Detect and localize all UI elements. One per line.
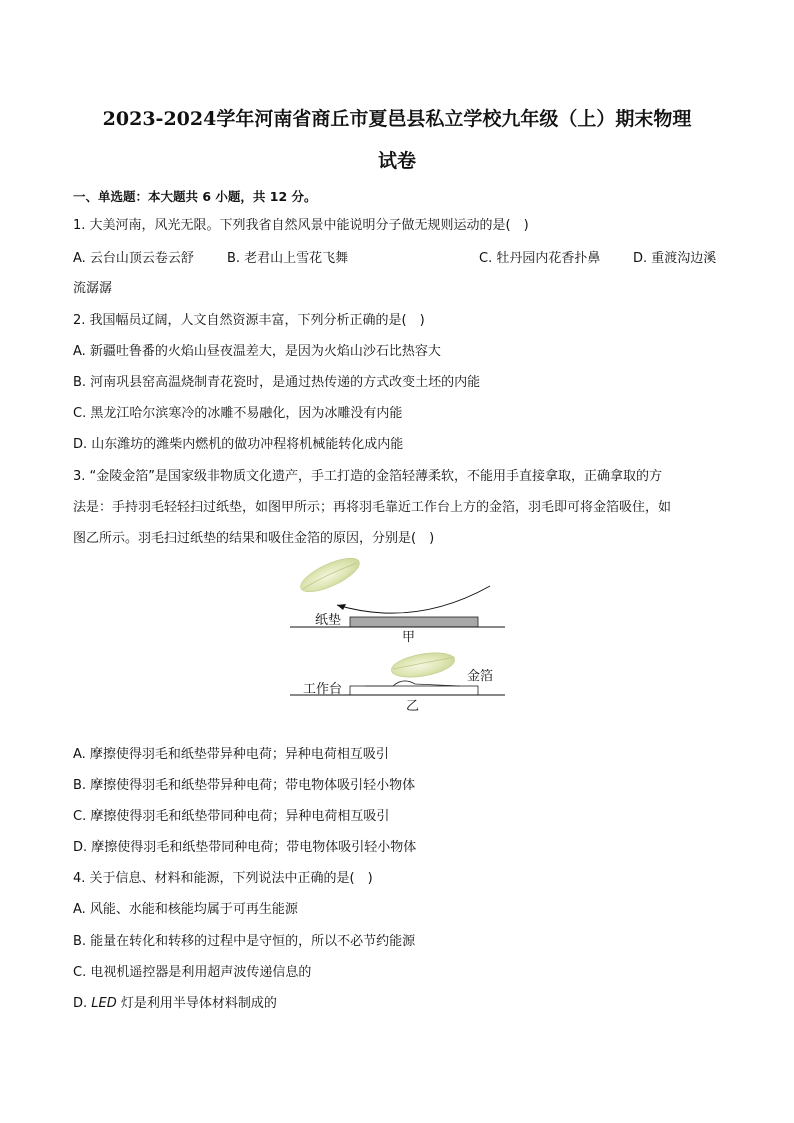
- option-d-suffix: 灯是利用半导体材料制成的: [116, 996, 277, 1011]
- question-1-option-a: A. 云台山顶云卷云舒: [73, 251, 194, 266]
- work-table: [350, 686, 478, 695]
- exam-title-line-2: 试卷: [377, 150, 416, 172]
- question-1-stem: 1. 大美河南，风光无限。下列我省自然风景中能说明分子做无规则运动的是( ): [73, 218, 529, 233]
- question-4-stem: 4. 关于信息、材料和能源，下列说法中正确的是( ): [73, 871, 373, 886]
- label-paper-pad: 纸垫: [315, 613, 342, 628]
- feather-icon: [296, 553, 363, 598]
- sweep-arc: [337, 586, 490, 613]
- question-1-option-d: D. 重渡沟边溪: [633, 251, 717, 266]
- question-4-option-b: B. 能量在转化和转移的过程中是守恒的，所以不必节约能源: [73, 934, 416, 949]
- question-3-stem-line-1: 3. “金陵金箔”是国家级非物质文化遗产，手工打造的金箔轻薄柔软，不能用手直接拿取，正确拿取的方: [73, 469, 663, 484]
- paper-pad: [350, 617, 478, 627]
- option-d-prefix: D.: [73, 996, 92, 1011]
- question-2-stem: 2. 我国幅员辽阔，人文自然资源丰富，下列分析正确的是( ): [73, 313, 425, 328]
- question-2-option-c: C. 黑龙江哈尔滨寒冷的冰雕不易融化，因为冰雕没有内能: [73, 406, 403, 421]
- label-figure-jia: 甲: [402, 630, 416, 645]
- question-2-option-a: A. 新疆吐鲁番的火焰山昼夜温差大，是因为火焰山沙石比热容大: [73, 344, 441, 359]
- question-2-option-b: B. 河南巩县窑高温烧制青花瓷时，是通过热传递的方式改变土坯的内能: [73, 375, 481, 390]
- question-1-option-b: B. 老君山上雪花飞舞: [227, 251, 349, 266]
- question-3-option-d: D. 摩擦使得羽毛和纸垫带同种电荷；带电物体吸引轻小物体: [73, 840, 417, 855]
- question-4-option-c: C. 电视机遥控器是利用超声波传递信息的: [73, 965, 312, 980]
- question-3-stem-line-2: 法是：手持羽毛轻轻扫过纸垫，如图甲所示；再将羽毛靠近工作台上方的金箔，羽毛即可将金箔吸住，如: [73, 500, 672, 515]
- question-3-option-a: A. 摩擦使得羽毛和纸垫带异种电荷；异种电荷相互吸引: [73, 747, 389, 762]
- question-3-stem-line-3: 图乙所示。羽毛扫过纸垫的结果和吸住金箔的原因，分别是( ): [73, 531, 435, 546]
- section-heading: 一、单选题：本大题共 6 小题，共 12 分。: [73, 189, 317, 204]
- feather-icon: [390, 649, 457, 682]
- question-4-option-a: A. 风能、水能和核能均属于可再生能源: [73, 902, 298, 917]
- question-1-option-d-continued: 流潺潺: [73, 281, 113, 296]
- question-2-option-d: D. 山东潍坊的潍柴内燃机的做功冲程将机械能转化成内能: [73, 437, 404, 452]
- question-1-option-c: C. 牡丹园内花香扑鼻: [479, 251, 601, 266]
- question-3-option-c: C. 摩擦使得羽毛和纸垫带同种电荷；异种电荷相互吸引: [73, 809, 390, 824]
- label-figure-yi: 乙: [406, 699, 420, 714]
- exam-title-line-1: 2023-2024学年河南省商丘市夏邑县私立学校九年级（上）期末物理: [102, 108, 692, 130]
- question-3-figure: [285, 553, 515, 718]
- question-3-option-b: B. 摩擦使得羽毛和纸垫带异种电荷；带电物体吸引轻小物体: [73, 778, 416, 793]
- label-work-table: 工作台: [303, 682, 343, 697]
- led-term: LED: [91, 996, 117, 1011]
- label-gold-foil: 金箔: [467, 669, 494, 684]
- question-4-option-d: [73, 995, 277, 1013]
- gold-foil: [365, 681, 460, 686]
